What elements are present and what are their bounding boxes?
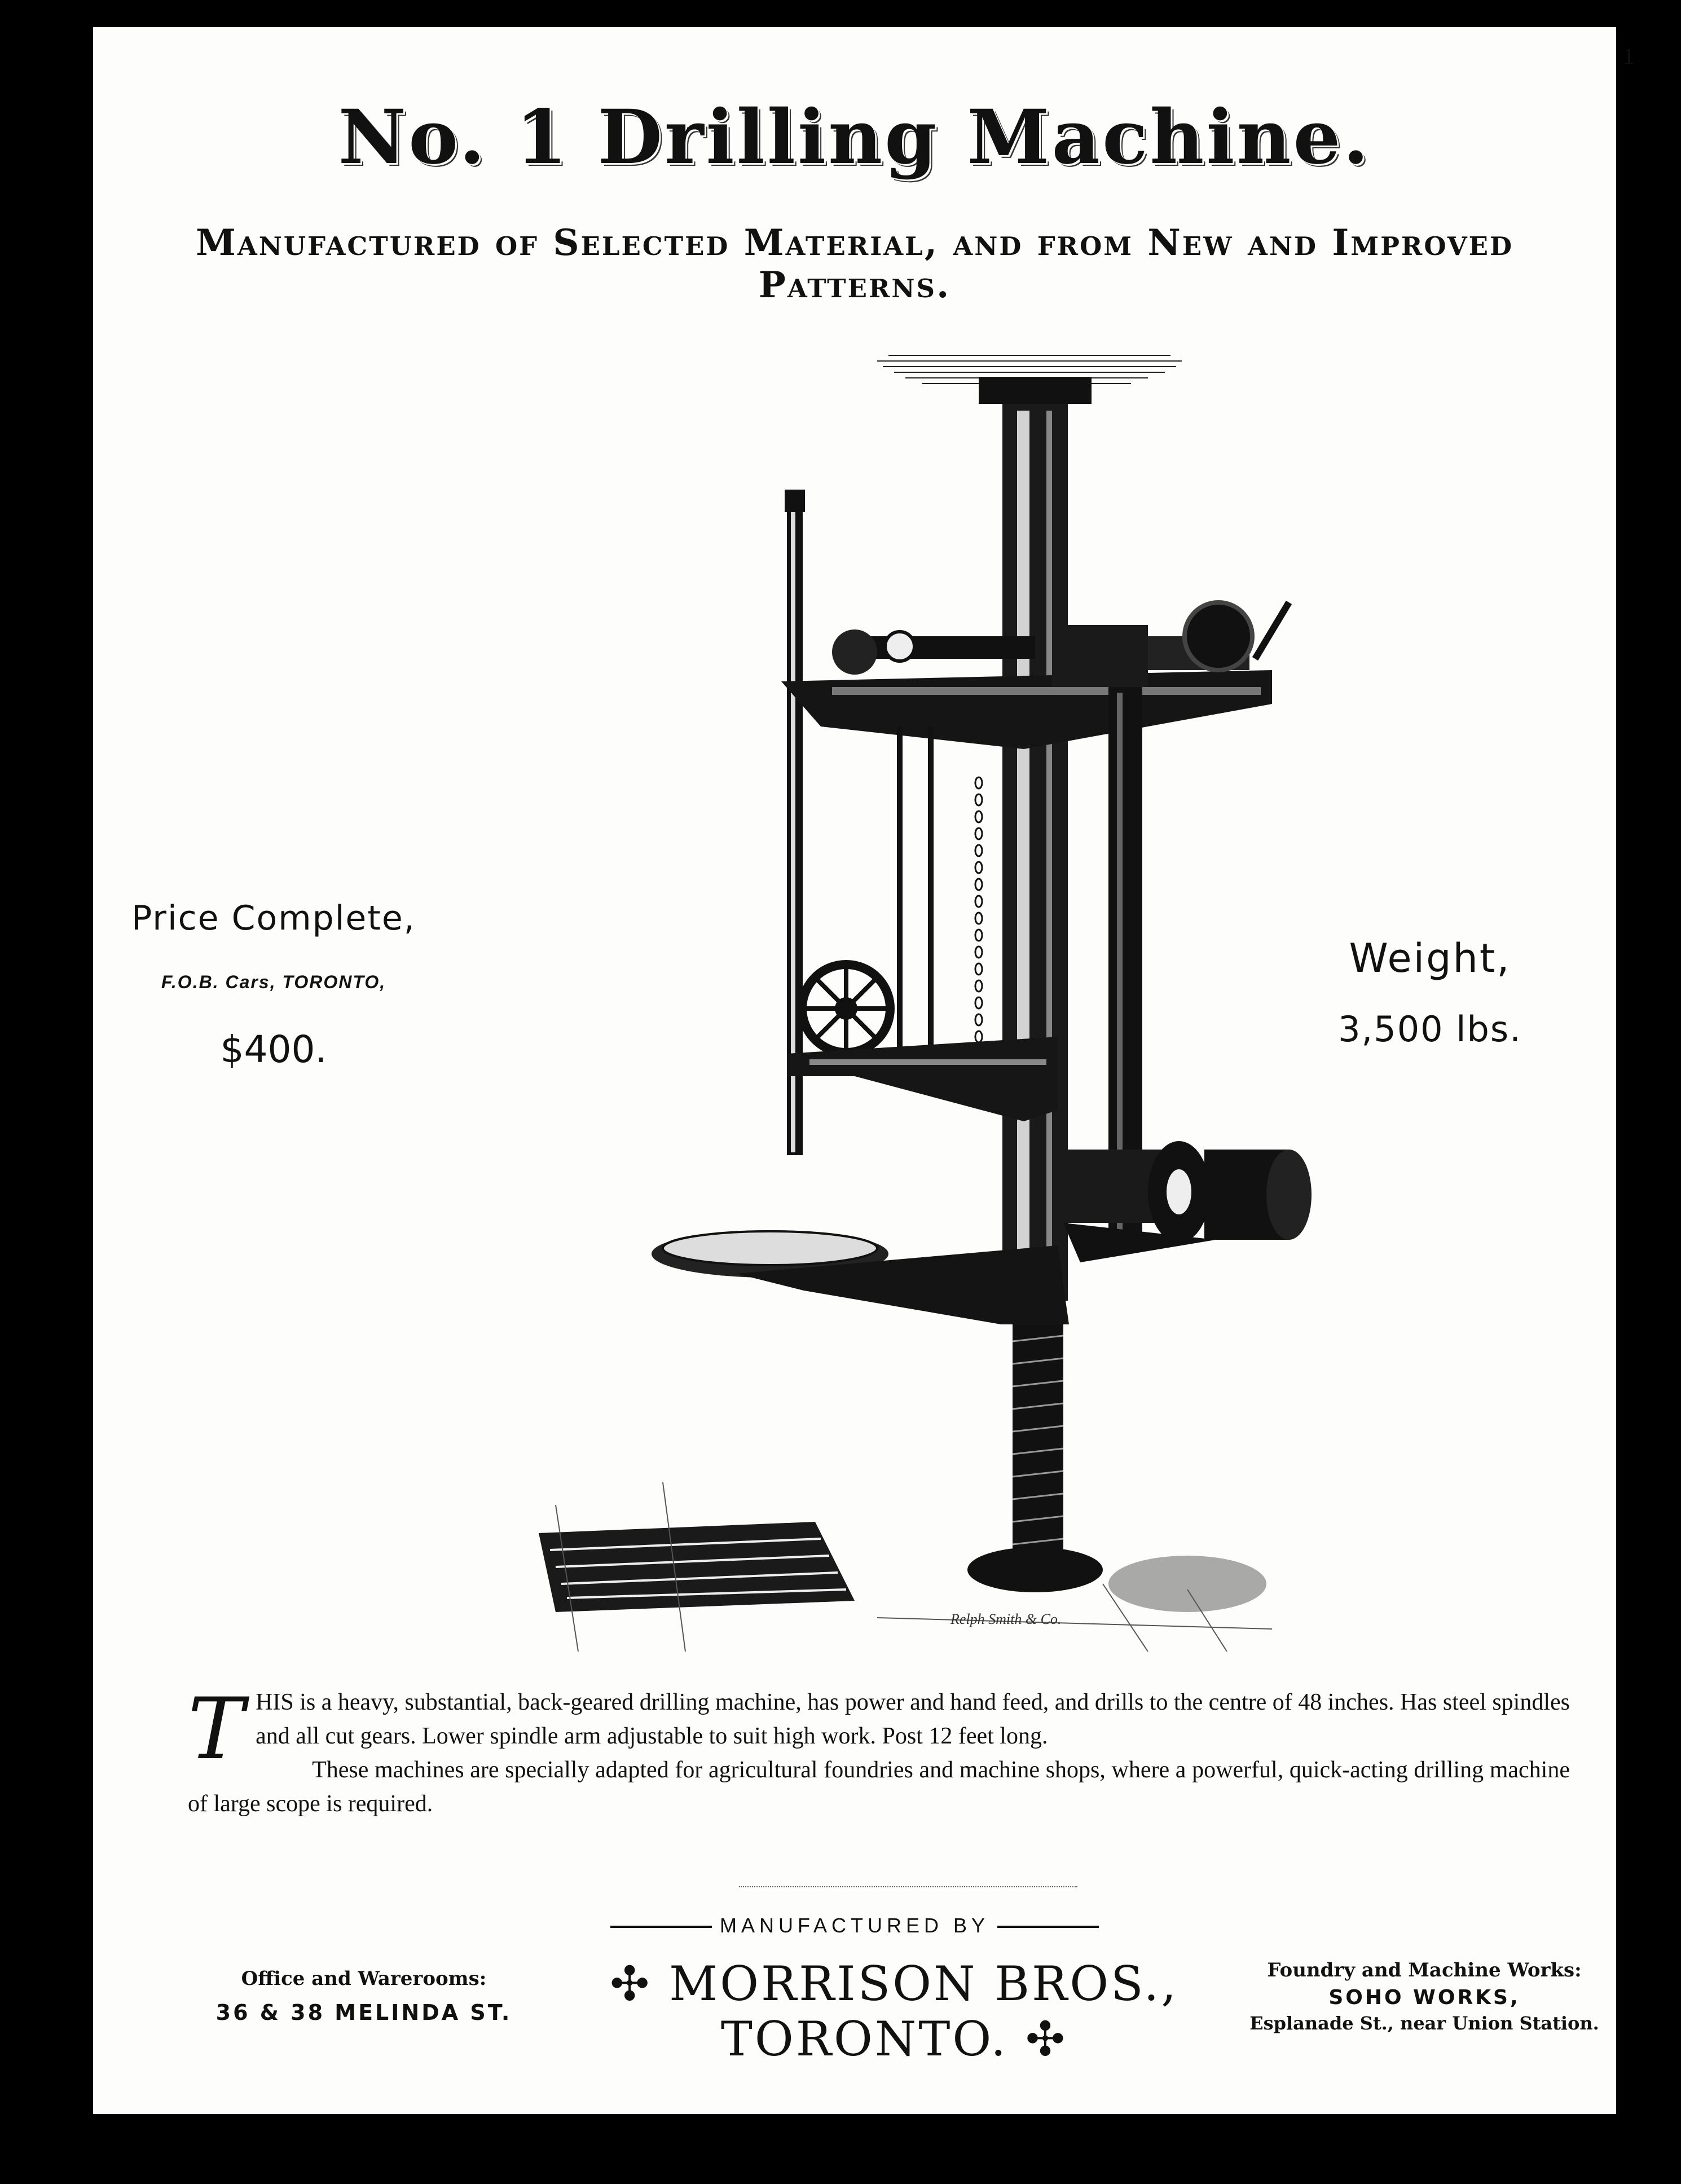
works-address: Esplanade St., near Union Station.: [1249, 2013, 1599, 2034]
office-label: Office and Warerooms:: [241, 1967, 487, 1990]
weight-label: Weight,: [1349, 935, 1511, 981]
advertisement-page: [93, 27, 1634, 2114]
price-amount: $400.: [220, 1028, 327, 1071]
office-block: [166, 1967, 561, 2025]
description-paragraph-1: HIS is a heavy, substantial, back-geared drilling machine, has power and hand feed, and drills to the centre of 48 inches. Has steel spindles and all cut gears. Lower spindle arm adjustable to suit high work. Post 12 feet long.: [256, 1689, 1570, 1749]
main-post: [1002, 404, 1068, 1301]
divider: [739, 1886, 1077, 1887]
base-plate: [967, 1547, 1103, 1592]
back-gear-box: [1052, 625, 1148, 687]
drop-cap: T: [188, 1680, 245, 1778]
counterweight-chain: [975, 777, 982, 1042]
works-block: [1233, 1959, 1616, 2034]
page-number: 1: [1623, 43, 1634, 69]
price-label: Price Complete,: [131, 899, 416, 938]
works-label: Foundry and Machine Works:: [1267, 1959, 1582, 1982]
maker-name: [556, 1956, 1233, 2067]
office-address: 36 & 38 MELINDA ST.: [215, 2000, 512, 2025]
description-text: [188, 1680, 1570, 1821]
price-terms: F.O.B. Cars, TORONTO,: [161, 972, 386, 992]
weight-value: 3,500 lbs.: [1338, 1009, 1522, 1050]
floor-plate: [539, 1522, 855, 1612]
upper-arm: [781, 670, 1272, 749]
manufactured-by-label: MANUFACTURED BY: [719, 1914, 990, 1937]
works-name: SOHO WORKS,: [1328, 1986, 1520, 2009]
drilling-machine-illustration: [539, 320, 1351, 1663]
price-block: [127, 899, 420, 1071]
top-plate: [979, 377, 1092, 404]
dash-right: [997, 1926, 1099, 1928]
page-subtitle: Manufactured of Selected Material, and from New and Improved Patterns.: [196, 222, 1513, 306]
engraver-credit: Relph Smith & Co.: [950, 1611, 1062, 1627]
description-paragraph-2: These machines are specially adapted for agricultural foundries and machine shops, where a powerful, quick-acting drilling machine of large scope is required.: [188, 1757, 1570, 1817]
ornament-left-icon: ✣: [609, 1956, 652, 2011]
maker-name-text: MORRISON BROS., TORONTO.: [669, 1956, 1179, 2067]
page-title: No. 1 Drilling Machine.: [338, 94, 1371, 181]
dash-left: [610, 1926, 712, 1928]
ornament-right-icon: ✣: [1025, 2011, 1068, 2067]
manufactured-by-heading: [93, 1914, 1616, 1938]
back-gear-wheel: [1185, 602, 1252, 670]
